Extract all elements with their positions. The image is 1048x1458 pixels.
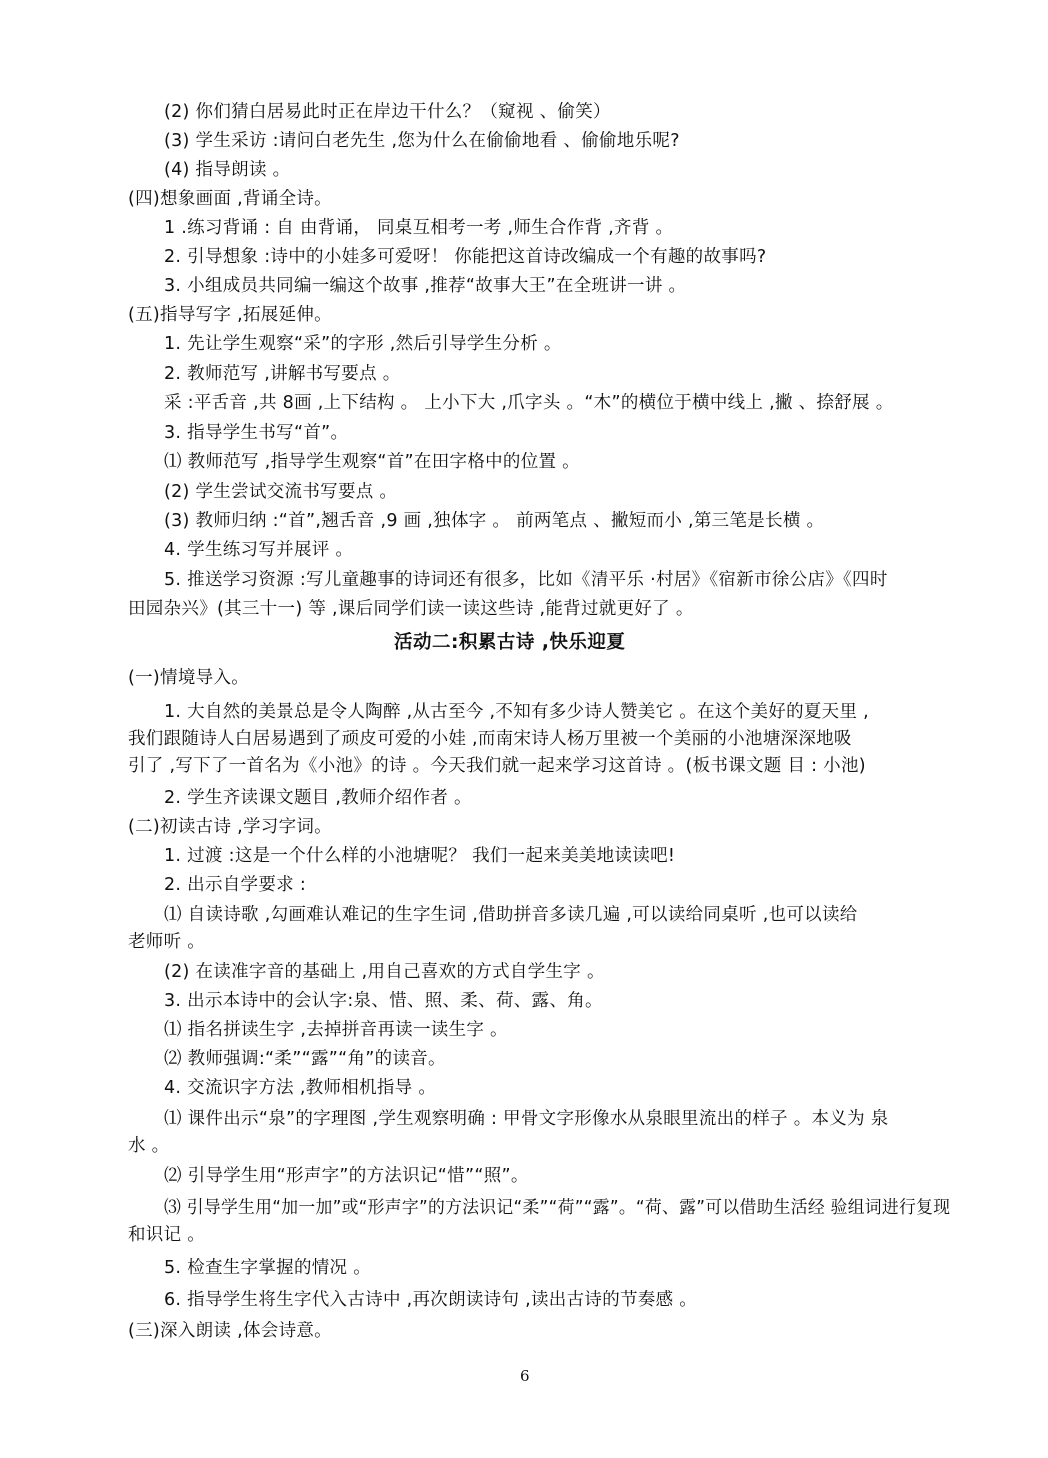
text-line: 引了 ,写下了一首名为《小池》的诗 。今天我们就一起来学习这首诗 。(板书课文题 目 : 小池) [128, 756, 866, 776]
text-line: 1. 过渡 :这是一个什么样的小池塘呢？ 我们一起来美美地读读吧! [164, 846, 676, 866]
text-line: 2. 学生齐读课文题目 ,教师介绍作者 。 [164, 788, 472, 808]
text-line: 6. 指导学生将生字代入古诗中 ,再次朗读诗句 ,读出古诗的节奏感 。 [164, 1290, 698, 1310]
text-line: 1. 大自然的美景总是令人陶醉 ,从古至今 ,不知有多少诗人赞美它 。在这个美好的夏天里 , [164, 702, 869, 722]
text-line: 田园杂兴》(其三十一) 等 ,课后同学们读一读这些诗 ,能背过就更好了 。 [128, 599, 694, 619]
text-line: ⑶ 引导学生用“加一加”或“形声字”的方法识记“柔”“荷”“露”。“荷、露”可以借助生活经 验组词进行复现 [164, 1198, 951, 1218]
text-line: 5. 检查生字掌握的情况 。 [164, 1258, 372, 1278]
text-line: (3) 教师归纳 :“首”,翘舌音 ,9 画 ,独体字 。 前两笔点 、撇短而小 ,第三笔是长横 。 [164, 511, 825, 531]
text-line: (2) 学生尝试交流书写要点 。 [164, 482, 398, 502]
text-line: (4) 指导朗读 。 [164, 160, 291, 180]
page-number: 6 [520, 1367, 530, 1385]
text-line: 4. 交流识字方法 ,教师相机指导 。 [164, 1078, 437, 1098]
text-line: 我们跟随诗人白居易遇到了顽皮可爱的小娃 ,而南宋诗人杨万里被一个美丽的小池塘深深地吸 [128, 729, 852, 749]
section-heading: (二)初读古诗 ,学习字词。 [128, 817, 332, 837]
text-line: (3) 学生采访 :请问白老先生 ,您为什么在偷偷地看 、偷偷地乐呢? [164, 131, 680, 151]
text-line: 2. 出示自学要求 : [164, 875, 307, 895]
activity-heading: 活动二:积累古诗 ,快乐迎夏 [394, 632, 626, 653]
text-line: 3. 小组成员共同编一编这个故事 ,推荐“故事大王”在全班讲一讲 。 [164, 276, 687, 296]
text-line: 1 .练习背诵 : 自 由背诵， 同桌互相考一考 ,师生合作背 ,齐背 。 [164, 218, 674, 238]
text-line: 水 。 [128, 1136, 170, 1156]
text-line: 3. 指导学生书写“首”。 [164, 423, 349, 443]
text-line: (2) 你们猜白居易此时正在岸边干什么？（窥视 、偷笑） [164, 102, 611, 122]
text-line: ⑴ 自读诗歌 ,勾画难认难记的生字生词 ,借助拼音多读几遍 ,可以读给同桌听 ,也可以读给 [164, 905, 858, 925]
section-heading: (四)想象画面 ,背诵全诗。 [128, 189, 332, 209]
text-line: 4. 学生练习写并展评 。 [164, 540, 354, 560]
text-line: ⑵ 教师强调:“柔”“露”“角”的读音。 [164, 1049, 446, 1069]
text-line: ⑵ 引导学生用“形声字”的方法识记“惜”“照”。 [164, 1166, 529, 1186]
text-line: 2. 引导想象 :诗中的小娃多可爱呀！ 你能把这首诗改编成一个有趣的故事吗? [164, 247, 767, 267]
text-line: 1. 先让学生观察“采”的字形 ,然后引导学生分析 。 [164, 334, 562, 354]
section-heading: (三)深入朗读 ,体会诗意。 [128, 1321, 332, 1341]
text-line: ⑴ 指名拼读生字 ,去掉拼音再读一读生字 。 [164, 1020, 508, 1040]
text-line: 老师听 。 [128, 932, 206, 952]
text-line: 2. 教师范写 ,讲解书写要点 。 [164, 364, 401, 384]
text-line: ⑴ 课件出示“泉”的字理图 ,学生观察明确 : 甲骨文字形像水从泉眼里流出的样子 。本义为 泉 [164, 1109, 889, 1129]
text-line: 3. 出示本诗中的会认字:泉、惜、照、柔、荷、露、角。 [164, 991, 603, 1011]
text-line: 采 :平舌音 ,共 8画 ,上下结构 。 上小下大 ,爪字头 。“木”的横位于横中线上 ,撇 、捺舒展 。 [164, 393, 894, 413]
section-heading: (五)指导写字 ,拓展延伸。 [128, 305, 332, 325]
text-line: ⑴ 教师范写 ,指导学生观察“首”在田字格中的位置 。 [164, 452, 580, 472]
text-line: 和识记 。 [128, 1225, 206, 1245]
text-line: 5. 推送学习资源 :写儿童趣事的诗词还有很多，比如《清平乐 ·村居》《宿新市徐公店》《四时 [164, 570, 888, 590]
section-heading: (一)情境导入。 [128, 668, 250, 688]
text-line: (2) 在读准字音的基础上 ,用自己喜欢的方式自学生字 。 [164, 962, 605, 982]
